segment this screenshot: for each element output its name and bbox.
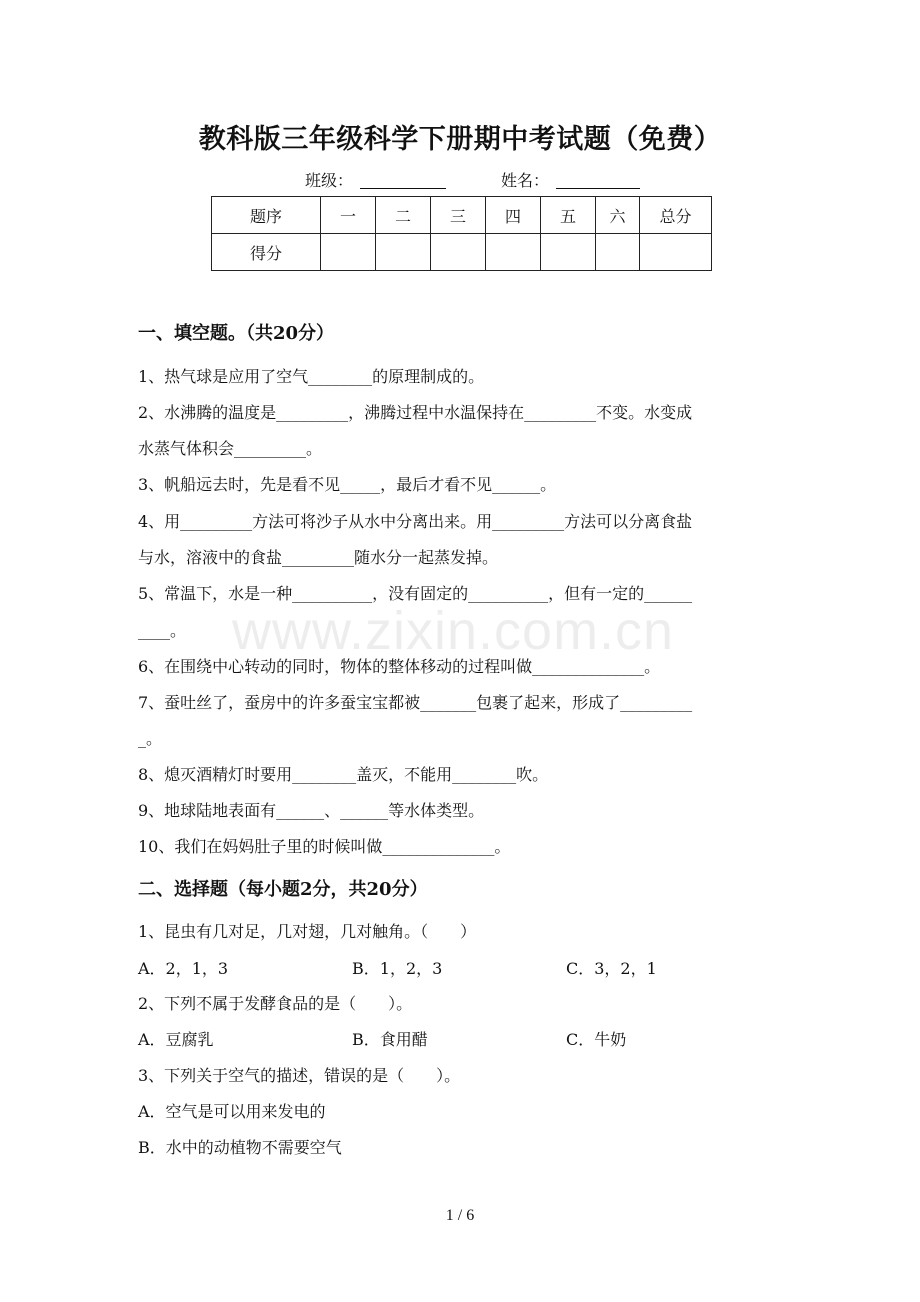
fill-question: 4、用_________方法可将沙子从水中分离出来。用_________方法可以分离食盐 — [138, 512, 693, 531]
choice-question-3: 3、下列关于空气的描述，错误的是（ ）。 — [138, 1066, 461, 1085]
choice-option-c[interactable]: C．牛奶 — [566, 1030, 627, 1049]
fill-question: _。 — [138, 729, 163, 748]
choice-option-b[interactable]: B．食用醋 — [352, 1030, 428, 1049]
page-title: 教科版三年级科学下册期中考试题（免费） — [198, 124, 722, 155]
choice-option-a[interactable]: A．空气是可以用来发电的 — [138, 1102, 326, 1121]
score-header-cell: 一 — [321, 197, 376, 234]
section1-heading: 一、填空题。（共20分） — [138, 323, 335, 344]
choice-question-1: 1、昆虫有几对足，几对翅，几对触角。（ ） — [138, 922, 477, 941]
score-cell[interactable] — [541, 234, 596, 271]
fill-question: 1、热气球是应用了空气________的原理制成的。 — [138, 367, 485, 386]
score-header-cell: 三 — [431, 197, 486, 234]
fill-question: 9、地球陆地表面有______、______等水体类型。 — [138, 801, 485, 820]
name-blank[interactable] — [556, 188, 640, 189]
score-table — [211, 196, 712, 271]
score-cell[interactable] — [596, 234, 640, 271]
score-header-cell: 总分 — [640, 197, 712, 234]
fill-question: 6、在围绕中心转动的同时，物体的整体移动的过程叫做______________。 — [138, 657, 661, 676]
fill-question: 水蒸气体积会_________。 — [138, 439, 323, 458]
score-cell[interactable] — [321, 234, 376, 271]
score-cell[interactable] — [486, 234, 541, 271]
fill-question: 10、我们在妈妈肚子里的时候叫做______________。 — [138, 837, 511, 856]
choice-question-2: 2、下列不属于发酵食品的是（ ）。 — [138, 994, 413, 1013]
choice-option-b[interactable]: B．水中的动植物不需要空气 — [138, 1138, 342, 1157]
score-header-cell: 二 — [376, 197, 431, 234]
fill-question: 5、常温下，水是一种__________，没有固定的__________，但有一定的______ — [138, 584, 693, 603]
fill-question: 2、水沸腾的温度是_________，沸腾过程中水温保持在_________不变。水变成 — [138, 403, 693, 422]
fill-question: 8、熄灭酒精灯时要用________盖灭，不能用________吹。 — [138, 765, 549, 784]
score-header-cell: 四 — [486, 197, 541, 234]
choice-option-c[interactable]: C．3，2，1 — [566, 959, 657, 978]
fill-question: ____。 — [138, 621, 187, 640]
choice-option-b[interactable]: B．1，2，3 — [352, 959, 443, 978]
class-blank[interactable] — [360, 188, 446, 189]
class-label: 班级： — [305, 171, 354, 190]
fill-question: 与水，溶液中的食盐_________随水分一起蒸发掉。 — [138, 548, 499, 567]
watermark: www.zixin.com.cn — [232, 601, 675, 661]
score-header-cell: 五 — [541, 197, 596, 234]
score-header-cell: 题序 — [212, 197, 321, 234]
choice-option-a[interactable]: A．豆腐乳 — [138, 1030, 214, 1049]
choice-option-a[interactable]: A．2，1，3 — [138, 959, 229, 978]
page-number: 1 / 6 — [445, 1207, 475, 1224]
score-cell[interactable] — [640, 234, 712, 271]
score-cell[interactable] — [431, 234, 486, 271]
score-header-cell: 六 — [596, 197, 640, 234]
name-label: 姓名： — [501, 171, 550, 190]
section2-heading: 二、选择题（每小题2分，共20分） — [138, 879, 428, 900]
fill-question: 3、帆船远去时，先是看不见_____，最后才看不见______。 — [138, 475, 557, 494]
score-table-header-row — [212, 197, 712, 234]
score-cell[interactable] — [376, 234, 431, 271]
score-table-score-row — [212, 234, 712, 271]
score-row-label: 得分 — [212, 234, 321, 271]
fill-question: 7、蚕吐丝了，蚕房中的许多蚕宝宝都被_______包裹了起来，形成了_________ — [138, 693, 693, 712]
